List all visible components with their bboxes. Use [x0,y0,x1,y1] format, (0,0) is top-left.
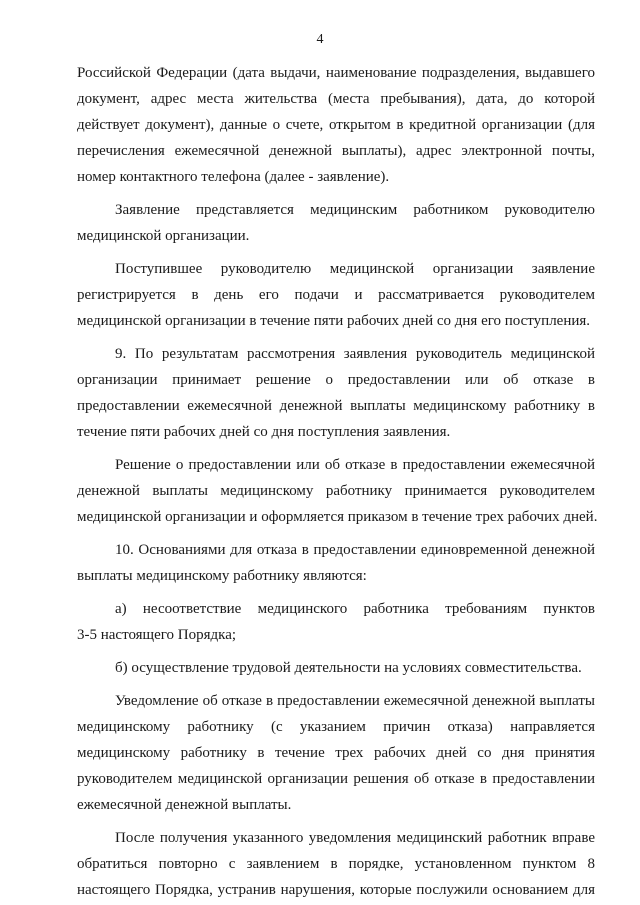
paragraph [77,341,595,445]
text-line: денежной выплаты медицинскому работнику принимается руководителем [77,483,595,499]
paragraph [77,688,595,818]
paragraph [77,825,595,903]
text-line: действует документ), данные о счете, открытом в кредитной организации (для [77,117,595,133]
paragraph [77,537,595,589]
text-line: выплаты медицинскому работнику являются: [77,568,367,584]
document-body [77,60,598,903]
paragraph [77,60,595,190]
text-line: медицинскому работнику в течение трех рабочих дней со дня принятия [77,745,595,761]
text-line: медицинской организации. [77,228,250,244]
text-line: 10. Основаниями для отказа в предоставлении единовременной денежной [115,542,595,558]
text-line: номер контактного телефона (далее - заявление). [77,169,390,185]
page-number: 4 [316,32,324,47]
text-line: перечисления ежемесячной денежной выплаты), адрес электронной почты, [77,143,595,159]
text-line: ежемесячной денежной выплаты. [77,797,292,813]
paragraph [77,197,595,249]
text-line: Поступившее руководителю медицинской организации заявление [115,261,595,277]
text-line: течение пяти рабочих дней со дня поступления заявления. [77,424,451,440]
paragraph [77,452,598,530]
text-line: Уведомление об отказе в предоставлении ежемесячной денежной выплаты [115,693,595,709]
text-line: медицинской организации и оформляется приказом в течение трех рабочих дней. [77,509,598,525]
text-line: б) осуществление трудовой деятельности на условиях совместительства. [115,660,582,676]
text-line: Российской Федерации (дата выдачи, наименование подразделения, выдавшего [77,65,595,81]
paragraph [77,596,595,648]
text-line: медицинской организации в течение пяти рабочих дней со дня его поступления. [77,313,591,329]
text-line: 9. По результатам рассмотрения заявления руководитель медицинской [115,346,595,362]
text-line: Решение о предоставлении или об отказе в предоставлении ежемесячной [115,457,595,473]
text-line: организации принимает решение о предоставлении или об отказе в [77,372,595,388]
text-line: медицинскому работнику (с указанием причин отказа) направляется [77,719,595,735]
text-line: регистрируется в день его подачи и рассматривается руководителем [77,287,595,303]
text-line: Заявление представляется медицинским работником руководителю [115,202,595,218]
text-line: настоящего Порядка, устранив нарушения, которые послужили основанием для [77,882,595,898]
text-line: 3-5 настоящего Порядка; [77,627,237,643]
text-line: а) несоответствие медицинского работника требованиям пунктов [115,601,595,617]
text-line: предоставлении ежемесячной денежной выплаты медицинскому работнику в [77,398,595,414]
paragraph [77,655,595,681]
text-line: обратиться повторно с заявлением в порядке, установленном пунктом 8 [77,856,595,872]
paragraph [77,256,595,334]
text-line: документ, адрес места жительства (места пребывания), дата, до которой [77,91,595,107]
text-line: После получения указанного уведомления медицинский работник вправе [115,830,595,846]
text-line: руководителем медицинской организации решения об отказе в предоставлении [77,771,595,787]
